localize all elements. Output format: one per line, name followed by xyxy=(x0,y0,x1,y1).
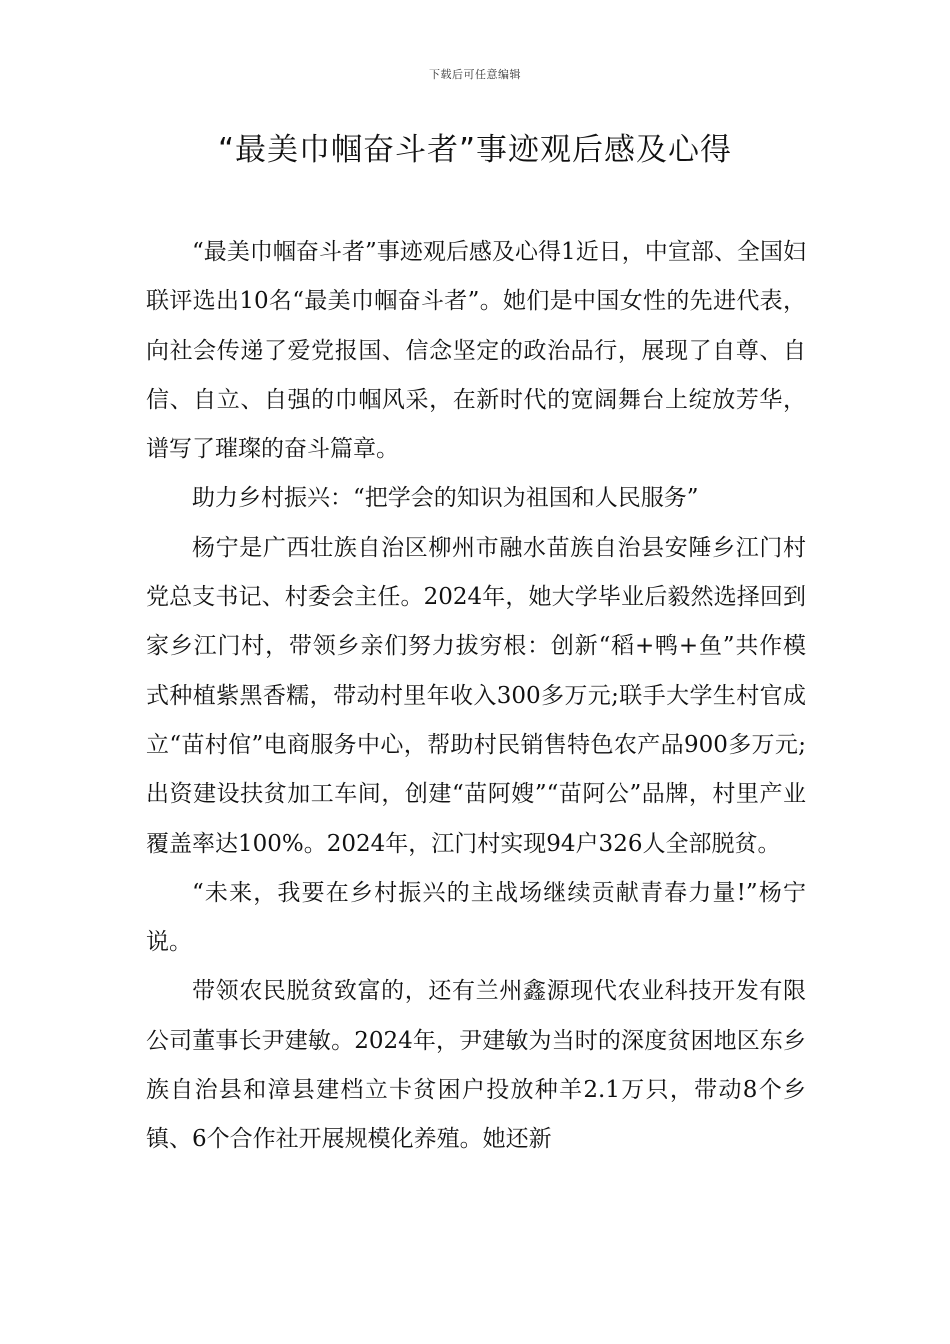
paragraph-section-heading: 助力乡村振兴：“把学会的知识为祖国和人民服务” xyxy=(192,485,699,512)
paragraph-intro: “最美巾帼奋斗者”事迹观后感及心得1近日，中宣部、全国妇联评选出10名“最美巾帼奋斗者”。她们是中国女性的先进代表，向社会传递了爱党报国、信念坚定的政治品行，展现了自尊、自信、自立、自强的巾帼风采，在新时代的宽阔舞台上绽放芳华，谱写了璀璨的奋斗篇章。 xyxy=(146,239,806,463)
paragraph-yang-ning: 杨宁是广西壮族自治区柳州市融水苗族自治县安陲乡江门村党总支书记、村委会主任。2024年，她大学毕业后毅然选择回到家乡江门村，带领乡亲们努力拔穷根：创新“稻+鸭+鱼”共作模式种植紫黑香糯，带动村里年收入300多万元;联手大学生村官成立“苗村倌”电商服务中心，帮助村民销售特色农产品900多万元;出资建设扶贫加工车间，创建“苗阿嫂”“苗阿公”品牌，村里产业覆盖率达100%。2024年，江门村实现94户326人全部脱贫。 xyxy=(146,534,806,857)
document-body xyxy=(146,228,806,1165)
document-title: “最美巾帼奋斗者”事迹观后感及心得 xyxy=(217,132,733,168)
paragraph-quote: “未来，我要在乡村振兴的主战场继续贡献青春力量!”杨宁说。 xyxy=(146,879,806,956)
paragraph-yin-jianmin: 带领农民脱贫致富的，还有兰州鑫源现代农业科技开发有限公司董事长尹建敏。2024年，尹建敏为当时的深度贫困地区东乡族自治县和漳县建档立卡贫困户投放种羊2.1万只，带动8个乡镇、6个合作社开展规模化养殖。她还新 xyxy=(146,978,806,1153)
header-note: 下载后可任意编辑 xyxy=(429,68,521,81)
